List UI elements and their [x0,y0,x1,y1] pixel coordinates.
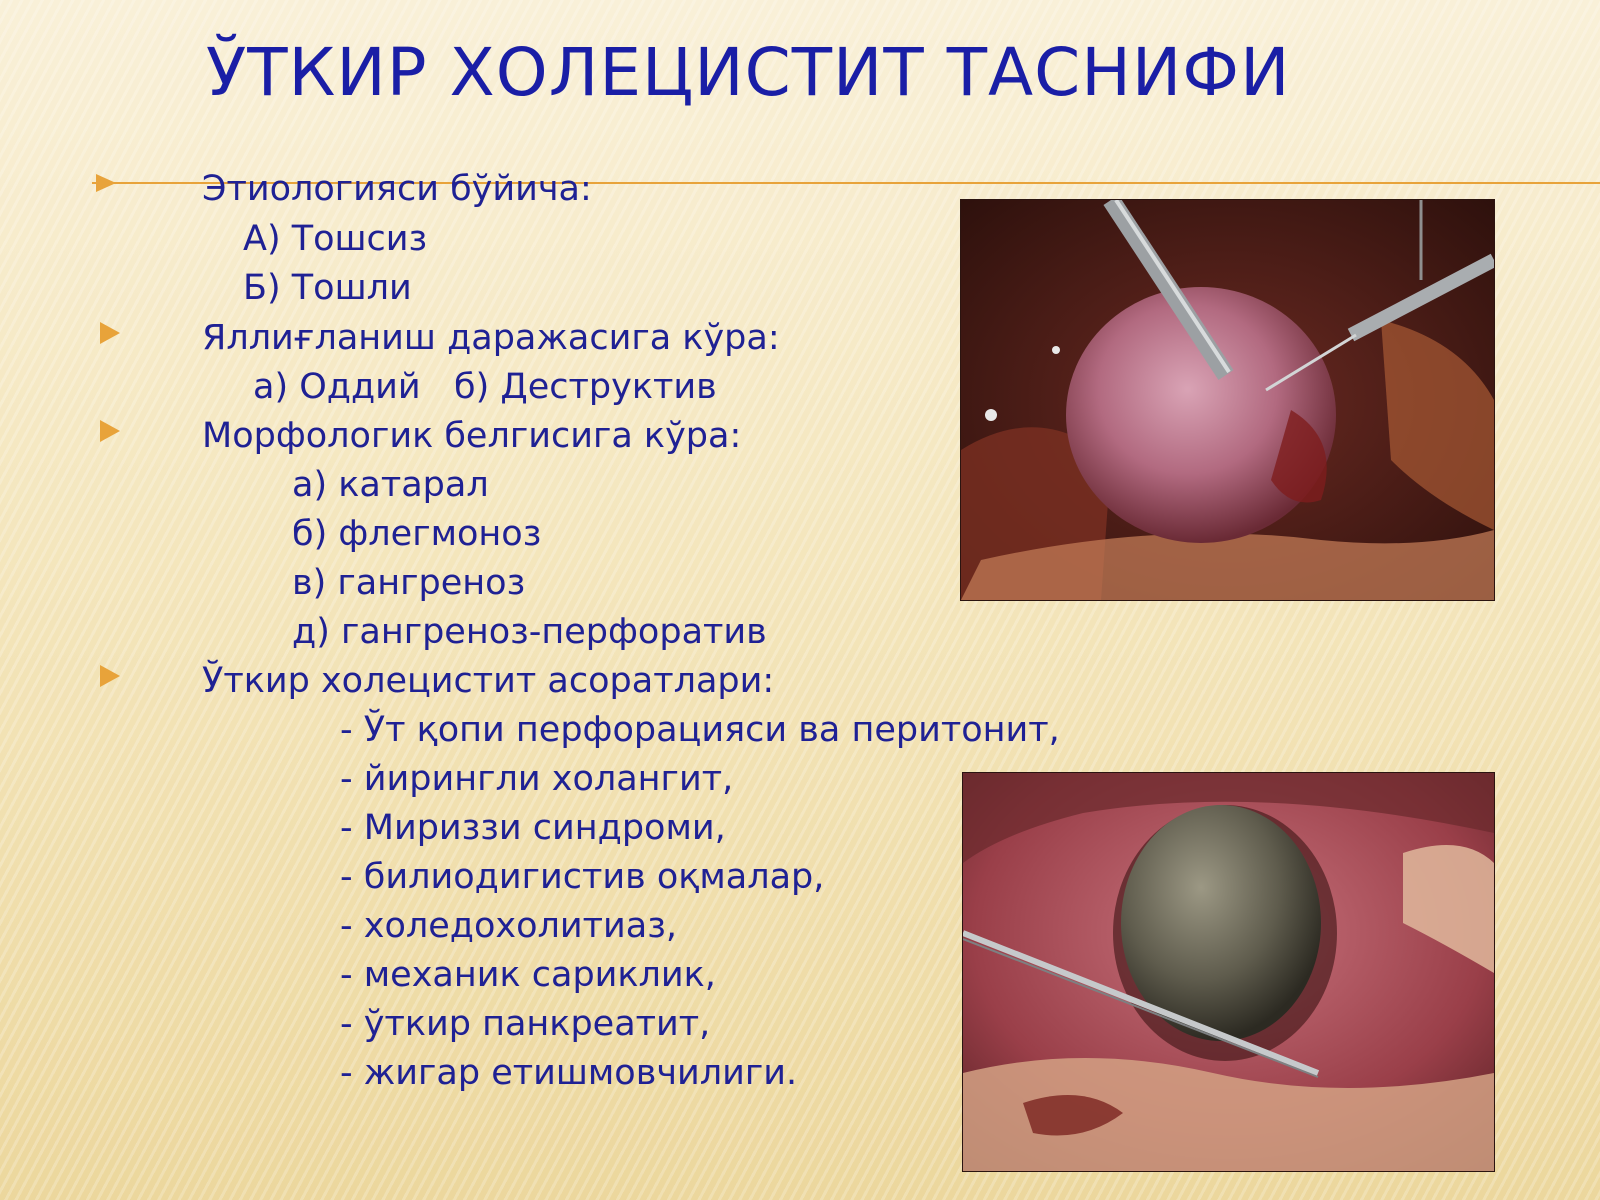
complication-item: - йирингли холангит, [340,759,734,799]
etiology-item: Б) Тошли [243,268,412,308]
complication-item: - жигар етишмовчилиги. [340,1053,798,1093]
morphology-heading: Морфологик белгисига кўра: [202,416,742,456]
complication-item: - холедохолитиаз, [340,906,677,946]
morphology-item: а) катарал [292,465,489,505]
complications-heading: Ўткир холецистит асоратлари: [202,661,775,701]
etiology-heading: Этиологияси бўйича: [202,169,592,209]
morphology-item: д) гангреноз-перфоратив [292,612,767,652]
rule-arrow-icon [96,174,116,192]
complication-item: - Ўт қопи перфорацияси ва перитонит, [340,710,1060,750]
inflammation-heading: Яллиғланиш даражасига кўра: [202,318,780,358]
bullet-triangle-icon [100,420,120,442]
bullet-triangle-icon [100,665,120,687]
complication-item: - билиодигистив оқмалар, [340,857,825,897]
morphology-item: б) флегмоноз [292,514,542,554]
complication-item: - Мириззи синдроми, [340,808,726,848]
bullet-triangle-icon [100,322,120,344]
laparoscopy-photo-bottom [962,772,1495,1172]
etiology-item: А) Тошсиз [243,219,428,259]
slide-title: ЎТКИР ХОЛЕЦИСТИТ ТАСНИФИ [206,34,1291,111]
complication-item: - механик сариклик, [340,955,716,995]
complication-item: - ўткир панкреатит, [340,1004,711,1044]
morphology-item: в) гангреноз [292,563,526,603]
inflammation-item: а) Оддий б) Деструктив [253,367,717,407]
laparoscopy-photo-top [960,199,1495,601]
